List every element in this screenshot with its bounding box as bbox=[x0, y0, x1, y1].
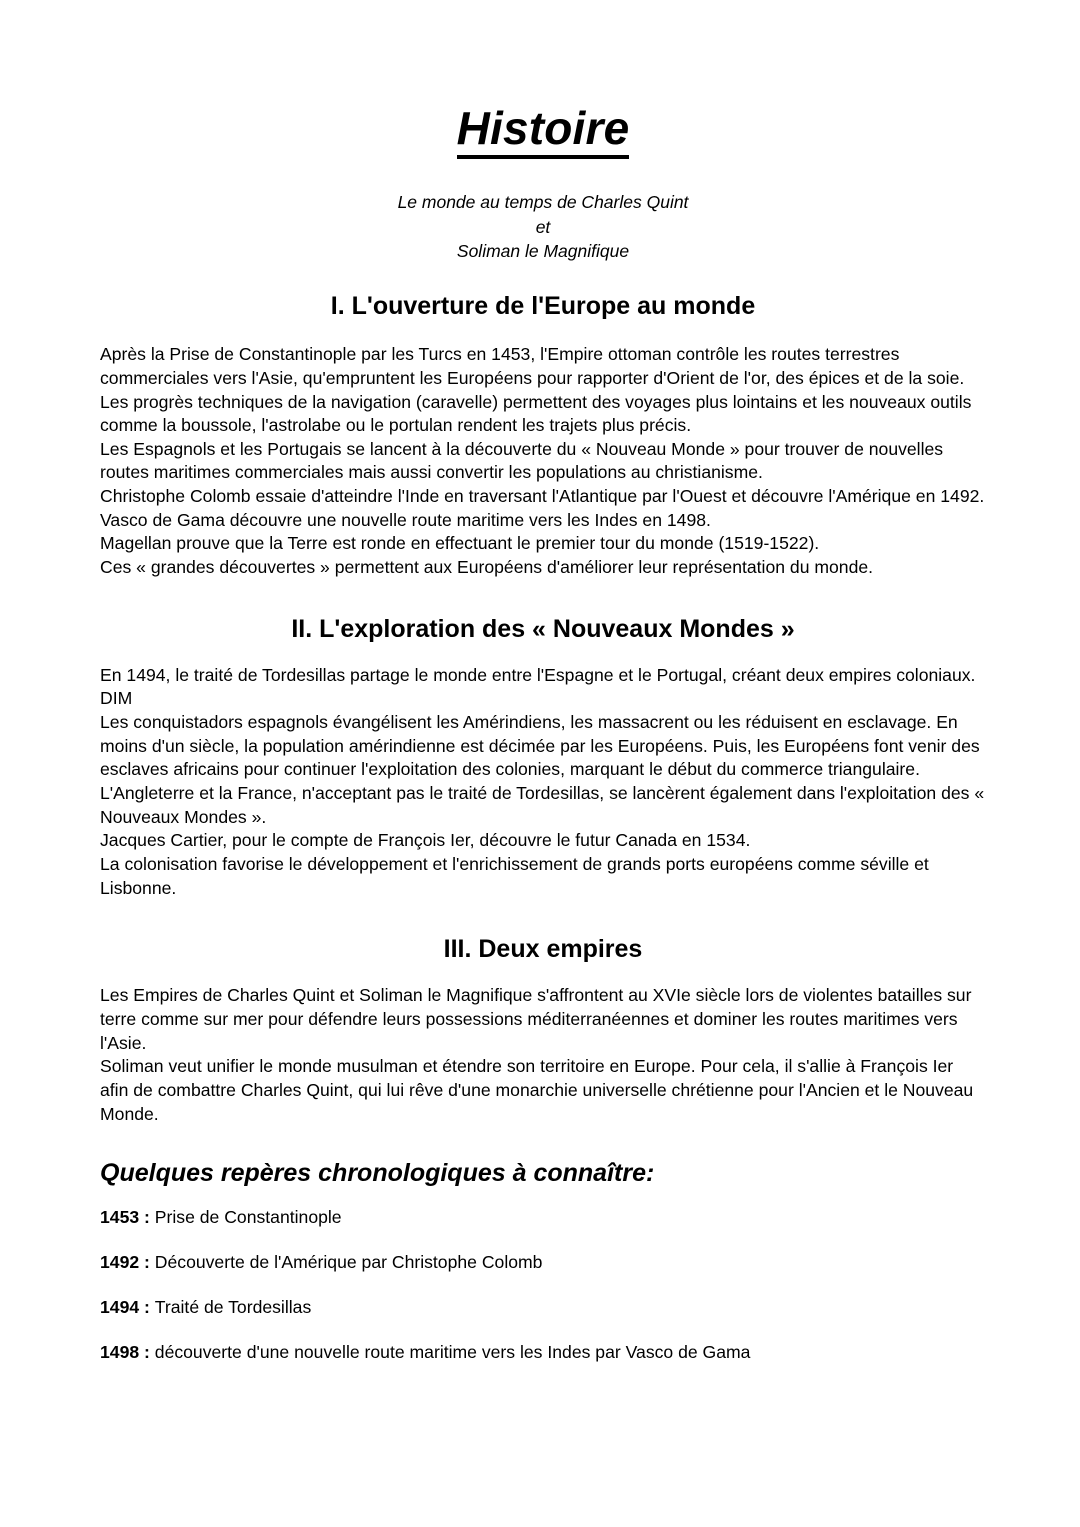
section-body-2 bbox=[100, 644, 989, 901]
document-content bbox=[100, 0, 990, 1364]
list-item bbox=[100, 1206, 986, 1251]
section-heading-3: III. Deux empires bbox=[443, 935, 643, 964]
chronology-label: Prise de Constantinople bbox=[154, 1207, 342, 1228]
chronology-list bbox=[100, 1188, 986, 1363]
paragraph-line: Les Espagnols et les Portugais se lancent à la découverte du « Nouveau Monde » pour trouver de nouvelles routes maritimes commerciales mais aussi convertir les populations au christianisme. bbox=[100, 438, 948, 483]
paragraph-line: Ces « grandes découvertes » permettent aux Européens d'améliorer leur représentation du monde. bbox=[100, 557, 874, 578]
section-body-1 bbox=[100, 321, 990, 580]
chronology-separator: : bbox=[139, 1252, 155, 1273]
document-subtitle bbox=[100, 159, 986, 265]
paragraph-line: Les conquistadors espagnols évangélisent les Amérindiens, les massacrent ou les réduisent en esclavage. En moins d'un siècle, la population amérindienne est décimée par les Européens. Puis, les Européens font venir des esclaves africains pour continuer l'exploitation des colonies, marquant le début du commerce triangulaire. bbox=[100, 712, 985, 780]
list-item bbox=[100, 1341, 986, 1364]
subtitle-line-3: Soliman le Magnifique bbox=[456, 241, 630, 262]
section-heading-2: II. L'exploration des « Nouveaux Mondes » bbox=[291, 614, 795, 643]
paragraph-line: Christophe Colomb essaie d'atteindre l'Inde en traversant l'Atlantique par l'Ouest et découvre l'Amérique en 1492. Vasco de Gama découvre une nouvelle route maritime vers les Indes en 1498. bbox=[100, 486, 990, 530]
chronology-label: Traité de Tordesillas bbox=[154, 1296, 312, 1317]
paragraph-line: En 1494, le traité de Tordesillas partage le monde entre l'Espagne et le Portugal, créant deux empires coloniaux. bbox=[100, 664, 976, 685]
chronology-year: 1453 bbox=[100, 1207, 140, 1228]
subtitle-line-1: Le monde au temps de Charles Quint bbox=[397, 191, 689, 212]
chronology-separator: : bbox=[139, 1207, 155, 1228]
paragraph-line: DIM bbox=[100, 688, 133, 709]
page-title-text: Histoire bbox=[457, 104, 630, 159]
paragraph-line: La colonisation favorise le développement et l'enrichissement de grands ports européens comme séville et Lisbonne. bbox=[100, 854, 934, 898]
paragraph-line: Soliman veut unifier le monde musulman et étendre son territoire en Europe. Pour cela, il s'allie à François Ier afin de combattre Charles Quint, qui lui rêve d'une monarchie universelle chrétienne pour l'Ancien et le Nouveau Monde. bbox=[100, 1056, 979, 1124]
chronology-label: Découverte de l'Amérique par Christophe Colomb bbox=[154, 1252, 543, 1273]
chronology-year: 1498 bbox=[100, 1341, 140, 1362]
subtitle-line-2: et bbox=[535, 216, 551, 237]
section-heading-1: I. L'ouverture de l'Europe au monde bbox=[330, 292, 756, 321]
paragraph-line: Les progrès techniques de la navigation (caravelle) permettent des voyages plus lointains et les nouveaux outils comme la boussole, l'astrolabe ou le portulan rendent les trajets plus précis. bbox=[100, 391, 977, 436]
paragraph-line: Les Empires de Charles Quint et Soliman le Magnifique s'affrontent au XVIe siècle lors de violentes batailles sur terre comme sur mer pour défendre leurs possessions méditerranéennes et dominer les routes maritimes vers l'Asie. bbox=[100, 985, 977, 1053]
chronology-year: 1494 bbox=[100, 1296, 140, 1317]
chronology-heading: Quelques repères chronologiques à connaître: bbox=[100, 1159, 655, 1188]
paragraph-line: L'Angleterre et la France, n'acceptant pas le traité de Tordesillas, se lancèrent également dans l'exploitation des « Nouveaux Mondes ». bbox=[100, 783, 989, 827]
chronology-year: 1492 bbox=[100, 1252, 140, 1273]
list-item bbox=[100, 1251, 986, 1296]
paragraph-line: Magellan prouve que la Terre est ronde en effectuant le premier tour du monde (1519-1522). bbox=[100, 533, 820, 554]
chronology-separator: : bbox=[139, 1341, 155, 1362]
chronology-separator: : bbox=[139, 1296, 155, 1317]
chronology-label: découverte d'une nouvelle route maritime vers les Indes par Vasco de Gama bbox=[154, 1341, 751, 1362]
paragraph-line: Jacques Cartier, pour le compte de François Ier, découvre le futur Canada en 1534. bbox=[100, 830, 751, 851]
paragraph-line: Après la Prise de Constantinople par les Turcs en 1453, l'Empire ottoman contrôle les routes terrestres commerciales vers l'Asie, qu'empruntent les Européens pour rapporter d'Orient de l'or, des épices et de la soie. bbox=[100, 344, 965, 388]
section-body-3 bbox=[100, 964, 986, 1126]
list-item bbox=[100, 1296, 986, 1341]
page-title bbox=[100, 0, 986, 159]
